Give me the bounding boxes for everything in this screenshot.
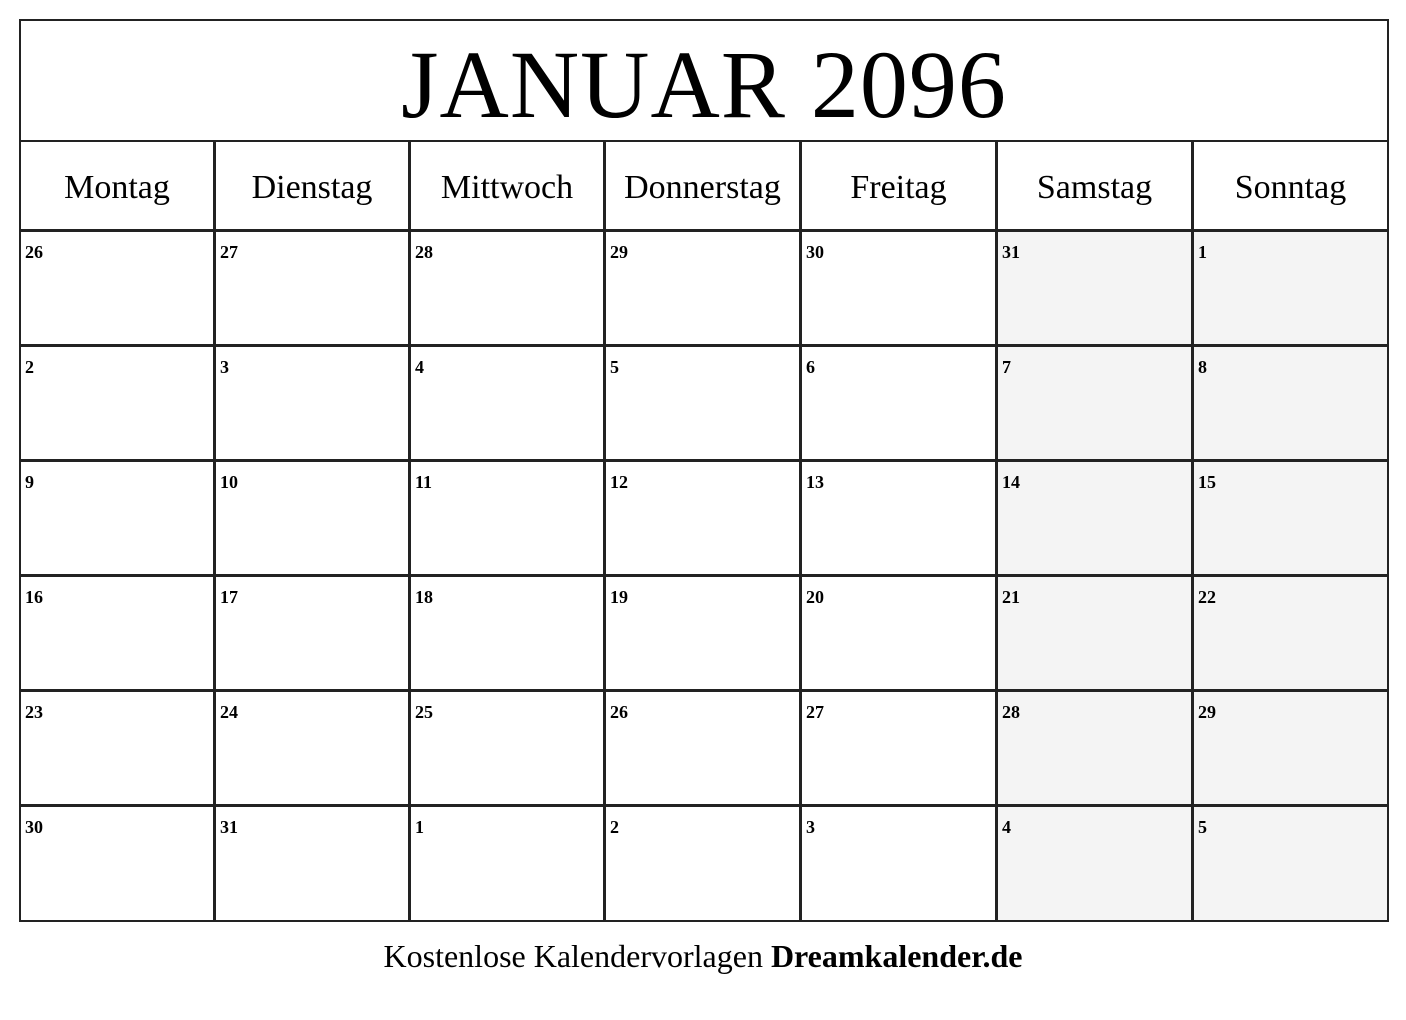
weekday-tuesday: Dienstag	[216, 142, 411, 229]
day-cell[interactable]	[216, 347, 411, 459]
day-number: 30	[806, 242, 824, 262]
day-number: 7	[1002, 357, 1011, 377]
day-cell[interactable]	[411, 807, 606, 920]
day-cell[interactable]	[606, 577, 802, 689]
day-number: 31	[1002, 242, 1020, 262]
day-cell[interactable]	[1194, 462, 1387, 574]
day-cell[interactable]	[411, 347, 606, 459]
day-number: 4	[415, 357, 424, 377]
day-number: 21	[1002, 587, 1020, 607]
day-cell[interactable]	[1194, 577, 1387, 689]
weekday-friday: Freitag	[802, 142, 998, 229]
weekday-wednesday: Mittwoch	[411, 142, 606, 229]
day-number: 25	[415, 702, 433, 722]
day-number: 1	[1198, 242, 1207, 262]
day-number: 2	[25, 357, 34, 377]
day-cell[interactable]	[21, 347, 216, 459]
day-number: 29	[1198, 702, 1216, 722]
day-cell[interactable]	[606, 347, 802, 459]
day-number: 3	[806, 817, 815, 837]
title-row	[21, 21, 1387, 142]
day-number: 26	[610, 702, 628, 722]
day-number: 19	[610, 587, 628, 607]
day-cell[interactable]	[21, 577, 216, 689]
day-cell[interactable]	[216, 232, 411, 344]
day-cell[interactable]	[998, 692, 1194, 804]
day-cell[interactable]	[998, 232, 1194, 344]
week-row	[21, 692, 1387, 807]
day-number: 30	[25, 817, 43, 837]
day-number: 14	[1002, 472, 1020, 492]
week-row	[21, 232, 1387, 347]
day-number: 11	[415, 472, 433, 492]
day-cell[interactable]	[606, 807, 802, 920]
day-number: 23	[25, 702, 43, 722]
day-cell[interactable]	[802, 347, 998, 459]
day-cell[interactable]	[216, 692, 411, 804]
day-number: 13	[806, 472, 824, 492]
day-number: 8	[1198, 357, 1207, 377]
day-cell[interactable]	[216, 462, 411, 574]
day-number: 24	[220, 702, 238, 722]
day-cell[interactable]	[216, 577, 411, 689]
day-number: 15	[1198, 472, 1216, 492]
day-cell[interactable]	[998, 807, 1194, 920]
day-grid	[21, 232, 1387, 920]
day-cell[interactable]	[1194, 347, 1387, 459]
weekday-thursday: Donnerstag	[606, 142, 802, 229]
day-cell[interactable]	[1194, 807, 1387, 920]
day-cell[interactable]	[21, 692, 216, 804]
day-number: 18	[415, 587, 433, 607]
day-cell[interactable]	[411, 232, 606, 344]
calendar-title: JANUAR 2096	[401, 30, 1007, 138]
day-cell[interactable]	[606, 692, 802, 804]
day-number: 2	[610, 817, 619, 837]
day-number: 6	[806, 357, 815, 377]
weekday-header-row	[21, 142, 1387, 232]
day-cell[interactable]	[802, 692, 998, 804]
day-cell[interactable]	[606, 232, 802, 344]
day-number: 5	[610, 357, 619, 377]
day-cell[interactable]	[998, 347, 1194, 459]
weekday-saturday: Samstag	[998, 142, 1194, 229]
week-row	[21, 462, 1387, 577]
day-cell[interactable]	[998, 577, 1194, 689]
day-number: 28	[415, 242, 433, 262]
weekday-sunday: Sonntag	[1234, 168, 1347, 206]
day-cell[interactable]	[1194, 692, 1387, 804]
day-number: 3	[220, 357, 229, 377]
footer	[0, 938, 1406, 975]
day-cell[interactable]	[21, 807, 216, 920]
day-cell[interactable]	[216, 807, 411, 920]
day-number: 10	[220, 472, 238, 492]
week-row	[21, 577, 1387, 692]
day-cell[interactable]	[802, 807, 998, 920]
day-cell[interactable]	[411, 462, 606, 574]
day-cell[interactable]	[1194, 232, 1387, 344]
day-number: 16	[25, 587, 43, 607]
day-number: 9	[25, 472, 34, 492]
day-cell[interactable]	[802, 462, 998, 574]
week-row	[21, 807, 1387, 920]
day-cell[interactable]	[606, 462, 802, 574]
day-cell[interactable]	[411, 692, 606, 804]
day-number: 4	[1002, 817, 1011, 837]
day-number: 5	[1198, 817, 1207, 837]
weekday-monday: Montag	[21, 142, 216, 229]
day-cell[interactable]	[21, 232, 216, 344]
day-number: 1	[415, 817, 424, 837]
day-number: 26	[25, 242, 43, 262]
day-number: 31	[220, 817, 238, 837]
day-cell[interactable]	[802, 232, 998, 344]
day-number: 29	[610, 242, 628, 262]
day-number: 22	[1198, 587, 1216, 607]
day-number: 27	[806, 702, 824, 722]
day-number: 20	[806, 587, 824, 607]
day-number: 27	[220, 242, 238, 262]
day-cell[interactable]	[998, 462, 1194, 574]
calendar	[19, 19, 1389, 922]
day-number: 17	[220, 587, 238, 607]
day-cell[interactable]	[802, 577, 998, 689]
day-cell[interactable]	[411, 577, 606, 689]
week-row	[21, 347, 1387, 462]
day-number: 28	[1002, 702, 1020, 722]
footer-brand: Dreamkalender.de	[770, 938, 1023, 974]
day-number: 12	[610, 472, 628, 492]
day-cell[interactable]	[21, 462, 216, 574]
footer-text: Kostenlose Kalendervorlagen	[383, 938, 763, 974]
